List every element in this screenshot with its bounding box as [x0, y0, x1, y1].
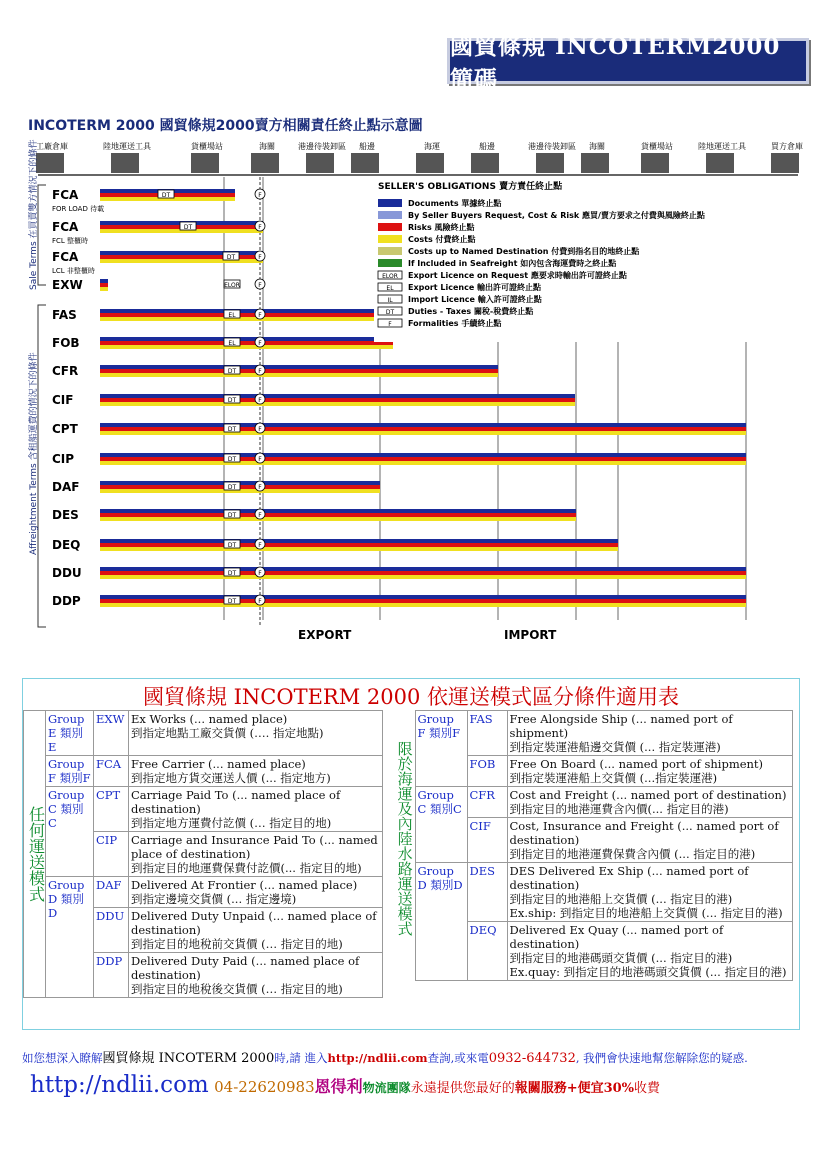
risk-bar-risks	[100, 341, 393, 345]
building-icon	[191, 153, 219, 173]
risk-bar-costs	[100, 345, 393, 349]
term-desc	[507, 787, 793, 818]
term-code: CPT	[94, 787, 129, 832]
term-code: FCA	[94, 756, 129, 787]
top-icon-label: 海關	[259, 142, 275, 151]
group-cell: Group C 類別C	[46, 787, 94, 877]
risk-bar-documents	[100, 567, 746, 571]
freight-terms-label: Affreightment Terms 含租船運費的情況下的條件	[29, 352, 39, 555]
sale-terms-label: Sale Terms 在買賣雙方情況下的條件	[29, 139, 39, 290]
top-icon-label: 海運	[424, 142, 440, 151]
group-cell: Group F 類別F	[46, 756, 94, 787]
term-en: Cost, Insurance and Freight (... named port of destination)	[509, 819, 779, 848]
building-icon	[706, 153, 734, 173]
term-code-label: FOB	[52, 336, 80, 350]
banner-title: 國貿條規 INCOTERM2000 簡碼	[447, 38, 809, 84]
term-code: EXW	[94, 711, 129, 756]
term-desc	[129, 756, 383, 787]
risk-bar-risks	[100, 369, 498, 373]
legend-tag: DT	[385, 309, 395, 316]
term-tag: DT	[227, 426, 237, 433]
formalities-marker-label: F	[258, 368, 262, 375]
term-en: Ex Works (... named place)	[131, 712, 288, 726]
risk-bar-risks	[100, 427, 746, 431]
term-code-label: FCA	[52, 220, 79, 234]
legend-text: Costs up to Named Destination 付費到指名目的地終止點	[408, 247, 640, 256]
term-desc	[129, 787, 383, 832]
term-tag: DT	[227, 368, 237, 375]
term-code: DDP	[94, 953, 129, 998]
legend-tag: IL	[387, 297, 393, 304]
term-tag: EL	[228, 340, 236, 347]
building-icon	[351, 153, 379, 173]
term-code-label: DDP	[52, 594, 81, 608]
term-note: LCL 非整櫃時	[52, 267, 95, 275]
term-zh: 到指定地方運費付訖價 (… 指定目的地)	[131, 816, 332, 831]
term-zh: 到指定目的地港碼頭交貨價 (... 指定目的港)	[509, 951, 733, 966]
risk-bar-risks	[100, 543, 618, 547]
term-tag: DT	[227, 542, 237, 549]
any-mode-label-cell	[24, 711, 46, 998]
formalities-marker-label: F	[258, 542, 262, 549]
formalities-marker-label: F	[258, 192, 262, 199]
top-icon-label: 陸地運送工具	[103, 142, 151, 151]
diagram-title: INCOTERM 2000 國貿條規2000賣方相關責任終止點示意圖	[28, 118, 423, 134]
term-desc	[507, 756, 793, 787]
term-code-label: CFR	[52, 364, 79, 378]
term-desc	[507, 711, 793, 756]
term-tag: DT	[227, 484, 237, 491]
group-cell: Group C 類別C	[415, 787, 467, 863]
footer-slogan-bold: 報關服務+便宜30%	[514, 1081, 635, 1096]
legend-swatch	[378, 211, 402, 219]
legend-swatch	[378, 235, 402, 243]
term-tag: DT	[227, 456, 237, 463]
sea-mode-label: 限於海運及內陸水路運送模式	[395, 740, 414, 936]
term-code-label: EXW	[52, 278, 83, 292]
term-code-label: FCA	[52, 188, 79, 202]
building-icon	[581, 153, 609, 173]
legend-swatch	[378, 259, 402, 267]
risk-bar-documents	[100, 394, 575, 398]
freight-bracket	[38, 305, 46, 627]
term-en: Cost and Freight (... named port of destination)	[509, 788, 787, 803]
footer-phone-2: 04-22620983	[214, 1078, 315, 1096]
legend-text: Export Licence 輸出許可證終止點	[408, 283, 542, 292]
term-code-label: DDU	[52, 566, 82, 580]
term-desc	[129, 953, 383, 998]
top-icon-label: 船邊	[359, 142, 375, 151]
formalities-marker-label: F	[258, 282, 262, 289]
term-tag: DT	[183, 224, 193, 231]
term-zh: 到指定目的地稅前交貨價 (… 指定目的地)	[131, 937, 343, 952]
risk-bar-documents	[100, 365, 498, 369]
legend-swatch	[378, 199, 402, 207]
risk-bar-documents	[100, 453, 746, 457]
top-icon-label: 貨櫃場站	[641, 142, 673, 151]
table-title: 國貿條規 INCOTERM 2000 依運送模式區分條件適用表	[142, 685, 680, 709]
sale-bracket	[38, 185, 46, 285]
term-en: Delivered Duty Paid (... named place of destination)	[131, 954, 360, 983]
top-icon-label: 船邊	[479, 142, 495, 151]
term-desc	[129, 908, 383, 953]
term-tag: DT	[227, 598, 237, 605]
legend-text: Costs 付費終止點	[408, 235, 476, 244]
formalities-marker-label: F	[258, 570, 262, 577]
term-note: FOR LOAD 待載	[52, 205, 105, 213]
risk-bar-costs	[100, 317, 383, 321]
risk-bar-costs	[100, 517, 576, 521]
footer-company: 恩得利	[314, 1077, 363, 1096]
risk-bar-documents	[100, 509, 576, 513]
term-code-label: DAF	[52, 480, 80, 494]
footer-text: , 我們會快速地幫您解除您的疑惑.	[575, 1051, 748, 1065]
term-desc	[129, 832, 383, 877]
risk-bar-risks	[100, 513, 576, 517]
term-code-label: CIF	[52, 393, 74, 407]
term-tag: DT	[227, 512, 237, 519]
legend-text: Export Licence on Request 應要求時輸出許可證終止點	[408, 271, 627, 280]
term-desc	[129, 711, 383, 756]
legend-tag: EL	[386, 285, 394, 292]
legend-text: By Seller Buyers Request, Cost & Risk 應買/賣方要求之付費與風險終止點	[408, 211, 705, 220]
term-code: FOB	[467, 756, 507, 787]
building-icon	[641, 153, 669, 173]
incoterm-diagram	[28, 115, 808, 645]
legend-text: Risks 風險終止點	[408, 223, 475, 232]
footer-info-line	[22, 1047, 748, 1066]
risk-bar-documents	[100, 309, 383, 313]
risk-bar-documents	[100, 539, 618, 543]
term-zh: 到指定目的地運費保費付訖價(... 指定目的地)	[131, 861, 362, 876]
risk-bar-costs	[100, 603, 746, 607]
term-zh: 到指定裝運港船上交貨價 (...指定裝運港)	[509, 771, 718, 786]
term-desc	[507, 818, 793, 863]
footer-text: 如您想深入瞭解	[22, 1051, 103, 1065]
term-note: FCL 整櫃時	[52, 237, 89, 245]
group-cell: Group D 類別D	[415, 863, 467, 981]
term-en: DES Delivered Ex Ship (... named port of destination)	[509, 864, 749, 893]
term-tag: DT	[227, 397, 237, 404]
formalities-marker-label: F	[258, 484, 262, 491]
term-zh: 到指定地點工廠交貨價 (…. 指定地點)	[131, 726, 324, 741]
term-zh: 到指定目的地稅後交貨價 (… 指定目的地)	[131, 982, 343, 997]
term-en: Delivered Duty Unpaid (... named place of destination)	[131, 909, 377, 938]
import-label: IMPORT	[504, 628, 557, 642]
formalities-marker-label: F	[258, 397, 262, 404]
legend-swatch	[378, 247, 402, 255]
legend-text: Formalities 手續終止點	[408, 319, 502, 328]
term-code-label: DEQ	[52, 538, 81, 552]
term-zh: 到指定邊境交貨價 (... 指定邊境)	[131, 892, 297, 907]
risk-bar-documents	[100, 337, 393, 341]
term-code: FAS	[467, 711, 507, 756]
formalities-marker-label: F	[258, 340, 262, 347]
term-code: CIP	[94, 832, 129, 877]
risk-bar-documents	[100, 595, 746, 599]
building-icon	[471, 153, 499, 173]
top-icon-label: 工廠倉庫	[36, 142, 68, 151]
group-cell: Group E 類別E	[46, 711, 94, 756]
footer-slogan: 收費	[634, 1081, 661, 1096]
term-code-label: CPT	[52, 422, 78, 436]
term-code: DES	[467, 863, 507, 922]
term-tag: EL	[228, 312, 236, 319]
footer-text: 時,請 進入	[274, 1051, 328, 1065]
term-extra: Ex.ship: 到指定目的地港船上交貨價 (... 指定目的港)	[509, 906, 783, 921]
building-icon	[36, 153, 64, 173]
formalities-marker-label: F	[258, 312, 262, 319]
term-en: Carriage Paid To (... named place of destination)	[131, 788, 341, 817]
risk-bar-costs	[100, 547, 618, 551]
sea-mode-table	[393, 710, 793, 981]
legend-swatch	[378, 223, 402, 231]
term-en: Free On Board (... named port of shipment)	[509, 757, 764, 772]
risk-bar-risks	[100, 313, 383, 317]
risk-bar-risks	[100, 398, 575, 402]
term-code-label: CIP	[52, 452, 75, 466]
legend-title: SELLER'S OBLIGATIONS 賣方責任終止點	[378, 182, 563, 192]
risk-bar-documents	[100, 423, 746, 427]
term-code: DEQ	[467, 922, 507, 981]
risk-bar-risks	[100, 571, 746, 575]
term-code: DAF	[94, 877, 129, 908]
any-mode-table	[23, 710, 383, 998]
term-en: Delivered At Frontier (... named place)	[131, 878, 358, 893]
top-icon-label: 海關	[589, 142, 605, 151]
footer-text-bold: 國貿條規 INCOTERM 2000	[102, 1051, 275, 1066]
formalities-marker-label: F	[258, 512, 262, 519]
term-en: Free Alongside Ship (... named port of shipment)	[509, 712, 733, 741]
term-zh: 到指定目的地港運費保費含內價 (... 指定目的港)	[509, 847, 756, 862]
sea-mode-label-cell	[393, 711, 415, 981]
legend-tag: F	[388, 321, 392, 328]
formalities-marker-label: F	[258, 426, 262, 433]
term-code: DDU	[94, 908, 129, 953]
term-code-label: FAS	[52, 308, 77, 322]
footer-phone: 0932-644732	[488, 1051, 576, 1066]
top-icon-label: 港邊待裝卸區	[528, 142, 576, 151]
risk-bar-risks	[100, 599, 746, 603]
building-icon	[306, 153, 334, 173]
risk-bar-costs	[100, 431, 746, 435]
term-desc	[507, 863, 793, 922]
risk-bar-risks	[100, 283, 108, 287]
term-code-label: DES	[52, 508, 79, 522]
term-en: Free Carrier (... named place)	[131, 757, 306, 772]
term-tag: DT	[227, 570, 237, 577]
term-tag: ELOR	[224, 282, 240, 289]
formalities-marker-label: F	[258, 224, 262, 231]
risk-bar-costs	[100, 575, 746, 579]
term-zh: 到指定目的地港運費含內價(... 指定目的港)	[509, 802, 729, 817]
top-icon-label: 貨櫃場站	[191, 142, 223, 151]
term-tag: DT	[161, 192, 171, 199]
term-zh: 到指定目的地港船上交貨價 (... 指定目的港)	[509, 892, 733, 907]
footer-promo-line	[30, 1072, 660, 1098]
top-icon-label: 港邊待裝卸區	[298, 142, 346, 151]
term-code: CIF	[467, 818, 507, 863]
footer-slogan: 永遠提供您最好的	[410, 1081, 515, 1096]
top-icon-label: 陸地運送工具	[698, 142, 746, 151]
diagram-graphic	[28, 115, 808, 645]
footer-url-link[interactable]: http://ndlii.com	[30, 1072, 209, 1098]
group-cell: Group D 類別D	[46, 877, 94, 998]
term-code: CFR	[467, 787, 507, 818]
risk-bar-costs	[100, 287, 108, 291]
legend-text: Import Licence 輸入許可證終止點	[408, 295, 542, 304]
building-icon	[536, 153, 564, 173]
footer-team: 物流團隊	[362, 1081, 411, 1095]
term-extra: Ex.quay: 到指定目的地港碼頭交貨價 (... 指定目的港)	[509, 965, 787, 980]
risk-bar-documents	[100, 279, 108, 283]
risk-bar-risks	[100, 457, 746, 461]
top-icon-label: 買方倉庫	[771, 142, 803, 151]
group-cell: Group F 類別F	[415, 711, 467, 787]
term-en: Delivered Ex Quay (... named port of destination)	[509, 923, 724, 952]
risk-bar-costs	[100, 461, 746, 465]
building-icon	[771, 153, 799, 173]
legend-text: If Included in Seafreight 如內包含海運費時之終止點	[408, 259, 617, 268]
risk-bar-costs	[100, 402, 575, 406]
risk-bar-costs	[100, 373, 498, 377]
building-icon	[251, 153, 279, 173]
term-code-label: FCA	[52, 250, 79, 264]
legend-tag: ELOR	[382, 273, 398, 280]
legend-text: Duties - Taxes 關稅-稅費終止點	[408, 307, 534, 316]
footer-link[interactable]: http://ndlii.com	[327, 1051, 428, 1065]
term-zh: 到指定裝運港船邊交貨價 (... 指定裝運港)	[509, 740, 721, 755]
term-en: Carriage and Insurance Paid To (... named place of destination)	[131, 833, 378, 862]
formalities-marker-label: F	[258, 456, 262, 463]
footer-text: 查詢,或來電	[427, 1051, 489, 1065]
formalities-marker-label: F	[258, 598, 262, 605]
term-tag: DT	[226, 254, 236, 261]
building-icon	[416, 153, 444, 173]
term-desc	[507, 922, 793, 981]
term-desc	[129, 877, 383, 908]
mode-table-section	[22, 678, 800, 1030]
term-zh: 到指定地方貨交運送人價 (... 指定地方)	[131, 771, 331, 786]
building-icon	[111, 153, 139, 173]
legend-text: Documents 單據終止點	[408, 199, 502, 208]
export-label: EXPORT	[298, 628, 352, 642]
any-mode-label: 任何運送模式	[26, 806, 46, 903]
formalities-marker-label: F	[258, 254, 262, 261]
